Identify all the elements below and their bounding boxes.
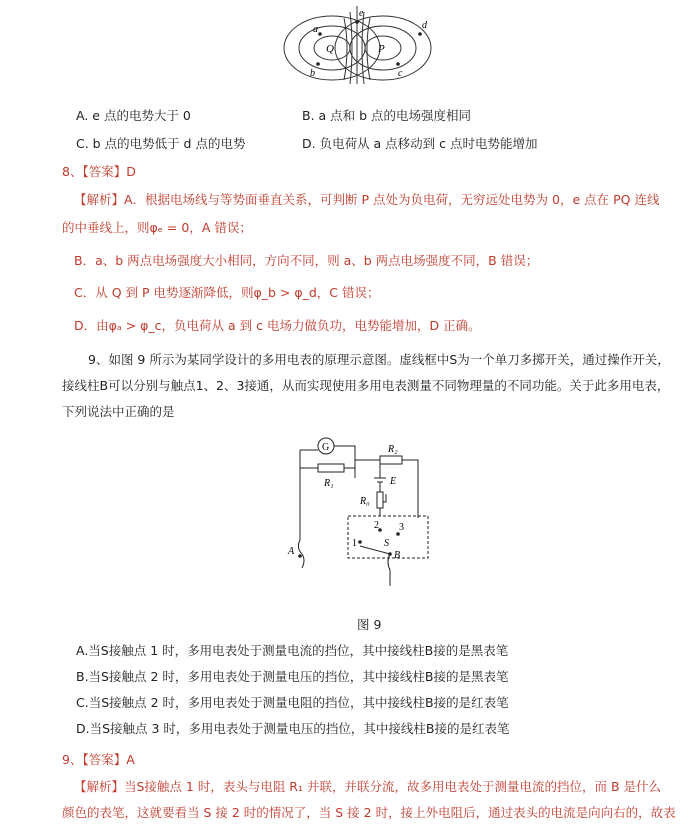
q9-option-a: A.当S接触点 1 时，多用电表处于测量电流的挡位，其中接线柱B接的是黑表笔 <box>76 643 509 658</box>
fig9-label-c1: 1 <box>352 538 357 549</box>
q8-option-c: C. b 点的电势低于 d 点的电势 <box>76 136 246 151</box>
fig1-label-a: a <box>313 24 318 35</box>
q9-option-d: D.当S接触点 3 时，多用电表处于测量电压的挡位，其中接线柱B接的是红表笔 <box>76 721 510 736</box>
fig1-label-q: Q <box>326 43 334 55</box>
multimeter-circuit-figure <box>280 430 440 590</box>
fig9-label-b: B <box>394 550 401 561</box>
fig9-label-a: A <box>288 546 295 557</box>
q9-option-c: C.当S接触点 2 时，多用电表处于测量电阻的挡位，其中接线柱B接的是红表笔 <box>76 695 509 710</box>
q8-analysis-4: C．从 Q 到 P 电势逐渐降低，则φ_b > φ_d，C 错误； <box>74 285 380 300</box>
q8-option-d: D. 负电荷从 a 点移动到 c 点时电势能增加 <box>302 136 538 151</box>
q8-option-b: B. a 点和 b 点的电场强度相同 <box>302 108 472 123</box>
q9-answer: 9、【答案】A <box>62 752 135 767</box>
fig1-label-e: e <box>359 8 364 19</box>
fig1-label-c: c <box>398 68 403 79</box>
figure-9-caption: 图 9 <box>357 617 382 632</box>
q9-stem-3: 下列说法中正确的是 <box>62 404 175 419</box>
q9-option-b: B.当S接触点 2 时，多用电表处于测量电压的挡位，其中接线柱B接的是黑表笔 <box>76 669 509 684</box>
fig9-label-g: G <box>322 442 330 453</box>
fig9-label-e: E <box>390 476 397 487</box>
fig9-label-r1: R₁ <box>324 478 334 489</box>
q8-answer: 8、【答案】D <box>62 164 136 179</box>
q9-analysis-1: 【解析】当S接触点 1 时，表头与电阻 R₁ 并联，并联分流，故多用电表处于测量电流的挡位，而 B 是什么 <box>74 779 662 794</box>
q8-analysis-5: D．由φₐ > φ_c，负电荷从 a 到 c 电场力做负功，电势能增加，D 正确。 <box>74 318 481 333</box>
field-line-figure <box>270 4 445 86</box>
fig9-label-r0: R₀ <box>360 496 370 507</box>
q8-option-a: A. e 点的电势大于 0 <box>76 108 191 123</box>
q8-analysis-2: 的中垂线上，则φₑ = 0，A 错误； <box>62 220 252 235</box>
q9-analysis-2: 颜色的表笔，这就要看当 S 接 2 时的情况了，当 S 接 2 时，接上外电阻后，通过表头的电流是向向右的，故表 <box>62 805 676 820</box>
q9-stem-2: 接线柱B可以分别与触点1、2、3接通，从而实现使用多用电表测量不同物理量的不同功能。关于此多用电表， <box>62 378 670 393</box>
fig9-label-s: S <box>384 538 389 549</box>
fig9-label-r2: R₂ <box>388 444 398 455</box>
fig1-label-b: b <box>310 68 315 79</box>
q8-analysis-1: 【解析】A．根据电场线与等势面垂直关系，可判断 P 点处为负电荷，无穷远处电势为 0，e 点在 PQ 连线 <box>74 192 660 207</box>
fig9-label-c3: 3 <box>399 522 404 533</box>
fig1-label-p: P <box>378 43 385 55</box>
fig9-label-c2: 2 <box>374 520 379 531</box>
q9-stem-1: 9、如图 9 所示为某同学设计的多用电表的原理示意图。虚线框中S为一个单刀多掷开关，通过操作开关， <box>88 352 670 367</box>
q8-analysis-3: B．a、b 两点电场强度大小相同，方向不同，则 a、b 两点电场强度不同，B 错误； <box>74 253 539 268</box>
fig1-label-d: d <box>422 20 427 31</box>
